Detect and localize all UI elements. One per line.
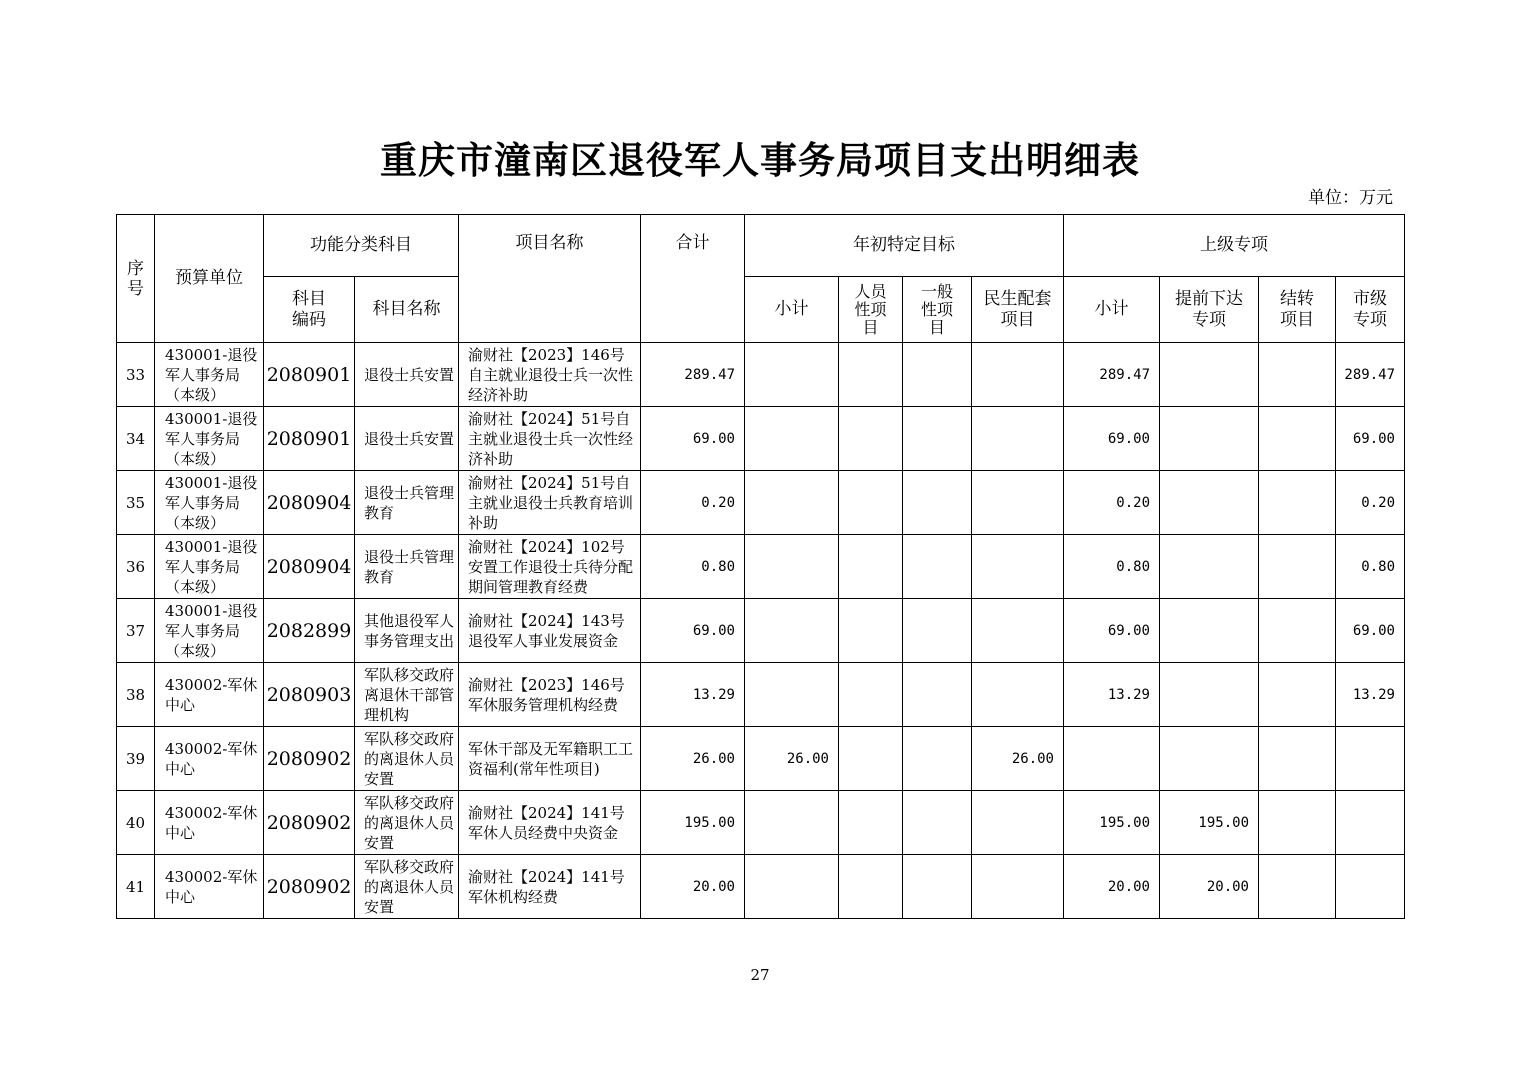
cell-annual-subtotal xyxy=(745,343,839,407)
cell-seq: 36 xyxy=(117,535,155,599)
cell-superior-subtotal: 0.80 xyxy=(1064,535,1160,599)
cell-subject-code: 2082899 xyxy=(264,599,355,663)
cell-livelihood xyxy=(972,791,1064,855)
cell-superior-subtotal: 69.00 xyxy=(1064,407,1160,471)
cell-seq: 37 xyxy=(117,599,155,663)
cell-advance xyxy=(1160,599,1259,663)
cell-general xyxy=(903,727,972,791)
cell-total: 0.80 xyxy=(641,535,745,599)
table-row xyxy=(117,663,1405,727)
header-personnel: 人员性项目 xyxy=(839,277,903,343)
cell-personnel xyxy=(839,471,903,535)
cell-budget-unit: 430001-退役军人事务局（本级） xyxy=(155,471,264,535)
table-row xyxy=(117,791,1405,855)
cell-carryover xyxy=(1259,599,1336,663)
header-superior: 上级专项 xyxy=(1064,215,1405,277)
cell-subject-name: 军队移交政府离退休干部管理机构 xyxy=(355,663,459,727)
unit-label: 单位：万元 xyxy=(1308,188,1393,208)
header-func-category: 功能分类科目 xyxy=(264,215,459,277)
cell-personnel xyxy=(839,663,903,727)
cell-subject-code: 2080904 xyxy=(264,471,355,535)
cell-superior-subtotal xyxy=(1064,727,1160,791)
cell-general xyxy=(903,343,972,407)
cell-budget-unit: 430001-退役军人事务局（本级） xyxy=(155,407,264,471)
cell-seq: 34 xyxy=(117,407,155,471)
cell-superior-subtotal: 20.00 xyxy=(1064,855,1160,919)
cell-project-name: 渝财社【2023】146号军休服务管理机构经费 xyxy=(459,663,641,727)
cell-advance xyxy=(1160,407,1259,471)
cell-total: 69.00 xyxy=(641,407,745,471)
cell-project-name: 渝财社【2024】141号军休机构经费 xyxy=(459,855,641,919)
cell-subject-code: 2080902 xyxy=(264,855,355,919)
header-advance: 提前下达专项 xyxy=(1160,277,1259,343)
header-seq: 序号 xyxy=(117,215,155,343)
cell-subject-code: 2080901 xyxy=(264,343,355,407)
table-row xyxy=(117,599,1405,663)
cell-personnel xyxy=(839,599,903,663)
header-project-name: 项目名称 xyxy=(459,215,641,343)
cell-subject-name: 退役士兵管理教育 xyxy=(355,471,459,535)
cell-advance: 195.00 xyxy=(1160,791,1259,855)
cell-annual-subtotal xyxy=(745,471,839,535)
cell-total: 289.47 xyxy=(641,343,745,407)
cell-annual-subtotal xyxy=(745,535,839,599)
cell-livelihood xyxy=(972,663,1064,727)
cell-subject-code: 2080902 xyxy=(264,727,355,791)
cell-project-name: 渝财社【2023】146号自主就业退役士兵一次性经济补助 xyxy=(459,343,641,407)
cell-subject-name: 军队移交政府的离退休人员安置 xyxy=(355,727,459,791)
cell-total: 13.29 xyxy=(641,663,745,727)
header-total: 合计 xyxy=(641,215,745,343)
cell-budget-unit: 430001-退役军人事务局（本级） xyxy=(155,599,264,663)
cell-subject-code: 2080902 xyxy=(264,791,355,855)
cell-personnel xyxy=(839,727,903,791)
page-number: 27 xyxy=(750,966,770,984)
cell-project-name: 渝财社【2024】51号自主就业退役士兵一次性经济补助 xyxy=(459,407,641,471)
cell-personnel xyxy=(839,407,903,471)
cell-budget-unit: 430002-军休中心 xyxy=(155,791,264,855)
cell-superior-subtotal: 69.00 xyxy=(1064,599,1160,663)
cell-seq: 38 xyxy=(117,663,155,727)
cell-total: 195.00 xyxy=(641,791,745,855)
cell-total: 69.00 xyxy=(641,599,745,663)
cell-subject-code: 2080903 xyxy=(264,663,355,727)
header-municipal: 市级专项 xyxy=(1336,277,1405,343)
cell-budget-unit: 430002-军休中心 xyxy=(155,855,264,919)
cell-personnel xyxy=(839,535,903,599)
cell-municipal: 13.29 xyxy=(1336,663,1405,727)
cell-carryover xyxy=(1259,343,1336,407)
cell-annual-subtotal xyxy=(745,855,839,919)
cell-carryover xyxy=(1259,471,1336,535)
page-title: 重庆市潼南区退役军人事务局项目支出明细表 xyxy=(380,138,1140,182)
header-annual-target: 年初特定目标 xyxy=(745,215,1064,277)
cell-annual-subtotal xyxy=(745,407,839,471)
cell-seq: 41 xyxy=(117,855,155,919)
cell-budget-unit: 430001-退役军人事务局（本级） xyxy=(155,535,264,599)
table-row xyxy=(117,727,1405,791)
cell-subject-name: 退役士兵管理教育 xyxy=(355,535,459,599)
cell-budget-unit: 430002-军休中心 xyxy=(155,663,264,727)
header-subject-name: 科目名称 xyxy=(355,277,459,343)
cell-carryover xyxy=(1259,791,1336,855)
cell-total: 0.20 xyxy=(641,471,745,535)
cell-seq: 40 xyxy=(117,791,155,855)
cell-superior-subtotal: 13.29 xyxy=(1064,663,1160,727)
cell-seq: 33 xyxy=(117,343,155,407)
project-expenditure-table xyxy=(116,214,1405,919)
cell-advance xyxy=(1160,663,1259,727)
cell-project-name: 渝财社【2024】143号退役军人事业发展资金 xyxy=(459,599,641,663)
cell-municipal: 289.47 xyxy=(1336,343,1405,407)
cell-subject-code: 2080901 xyxy=(264,407,355,471)
cell-livelihood xyxy=(972,343,1064,407)
table-row xyxy=(117,471,1405,535)
cell-advance xyxy=(1160,343,1259,407)
cell-subject-code: 2080904 xyxy=(264,535,355,599)
cell-general xyxy=(903,535,972,599)
cell-municipal xyxy=(1336,791,1405,855)
cell-superior-subtotal: 195.00 xyxy=(1064,791,1160,855)
cell-livelihood xyxy=(972,407,1064,471)
cell-total: 26.00 xyxy=(641,727,745,791)
header-carryover: 结转项目 xyxy=(1259,277,1336,343)
cell-subject-name: 退役士兵安置 xyxy=(355,407,459,471)
cell-project-name: 渝财社【2024】51号自主就业退役士兵教育培训补助 xyxy=(459,471,641,535)
cell-general xyxy=(903,663,972,727)
cell-personnel xyxy=(839,343,903,407)
cell-livelihood: 26.00 xyxy=(972,727,1064,791)
cell-carryover xyxy=(1259,407,1336,471)
table-row xyxy=(117,535,1405,599)
header-general: 一般性项目 xyxy=(903,277,972,343)
cell-carryover xyxy=(1259,535,1336,599)
cell-general xyxy=(903,599,972,663)
cell-general xyxy=(903,471,972,535)
cell-municipal: 69.00 xyxy=(1336,407,1405,471)
cell-carryover xyxy=(1259,855,1336,919)
cell-livelihood xyxy=(972,855,1064,919)
header-superior-subtotal: 小计 xyxy=(1064,277,1160,343)
cell-annual-subtotal xyxy=(745,599,839,663)
cell-municipal xyxy=(1336,727,1405,791)
header-livelihood: 民生配套项目 xyxy=(972,277,1064,343)
cell-municipal xyxy=(1336,855,1405,919)
cell-project-name: 渝财社【2024】141号军休人员经费中央资金 xyxy=(459,791,641,855)
cell-carryover xyxy=(1259,663,1336,727)
cell-budget-unit: 430002-军休中心 xyxy=(155,727,264,791)
cell-municipal: 0.20 xyxy=(1336,471,1405,535)
cell-general xyxy=(903,855,972,919)
cell-advance xyxy=(1160,535,1259,599)
cell-superior-subtotal: 289.47 xyxy=(1064,343,1160,407)
cell-general xyxy=(903,791,972,855)
header-budget-unit: 预算单位 xyxy=(155,215,264,343)
cell-general xyxy=(903,407,972,471)
cell-seq: 39 xyxy=(117,727,155,791)
cell-project-name: 渝财社【2024】102号安置工作退役士兵待分配期间管理教育经费 xyxy=(459,535,641,599)
cell-seq: 35 xyxy=(117,471,155,535)
cell-livelihood xyxy=(972,471,1064,535)
cell-advance xyxy=(1160,727,1259,791)
cell-annual-subtotal xyxy=(745,663,839,727)
cell-carryover xyxy=(1259,727,1336,791)
cell-subject-name: 军队移交政府的离退休人员安置 xyxy=(355,855,459,919)
cell-personnel xyxy=(839,791,903,855)
cell-advance: 20.00 xyxy=(1160,855,1259,919)
cell-advance xyxy=(1160,471,1259,535)
header-subject-code: 科目编码 xyxy=(264,277,355,343)
cell-budget-unit: 430001-退役军人事务局（本级） xyxy=(155,343,264,407)
cell-livelihood xyxy=(972,599,1064,663)
table-row xyxy=(117,343,1405,407)
table-row xyxy=(117,407,1405,471)
cell-annual-subtotal: 26.00 xyxy=(745,727,839,791)
cell-project-name: 军休干部及无军籍职工工资福利(常年性项目) xyxy=(459,727,641,791)
cell-superior-subtotal: 0.20 xyxy=(1064,471,1160,535)
cell-municipal: 69.00 xyxy=(1336,599,1405,663)
cell-personnel xyxy=(839,855,903,919)
cell-subject-name: 军队移交政府的离退休人员安置 xyxy=(355,791,459,855)
cell-municipal: 0.80 xyxy=(1336,535,1405,599)
cell-subject-name: 退役士兵安置 xyxy=(355,343,459,407)
cell-subject-name: 其他退役军人事务管理支出 xyxy=(355,599,459,663)
cell-annual-subtotal xyxy=(745,791,839,855)
header-annual-subtotal: 小计 xyxy=(745,277,839,343)
cell-livelihood xyxy=(972,535,1064,599)
cell-total: 20.00 xyxy=(641,855,745,919)
table-row xyxy=(117,855,1405,919)
